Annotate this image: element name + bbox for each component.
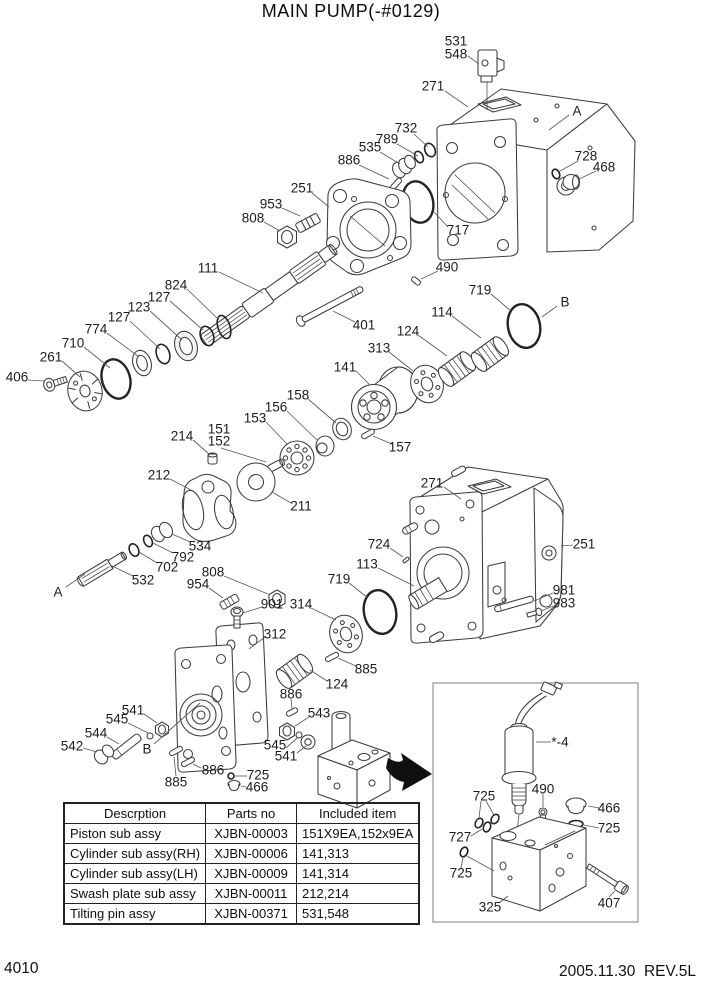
retainer-disc-261: [63, 367, 106, 414]
leader-line: [28, 380, 45, 381]
leader-line: [397, 144, 418, 156]
swash-plate-212: [179, 474, 236, 541]
table-row: [64, 904, 419, 925]
leader-line: [128, 723, 148, 733]
leader-line: [107, 737, 119, 744]
pin-490: [411, 276, 422, 286]
part-label-401: 401: [352, 317, 376, 333]
part-label-541: 541: [121, 702, 145, 718]
oring-719-top: [504, 301, 544, 351]
table-cell: Cylinder sub assy(RH): [64, 844, 206, 864]
leader-line: [356, 371, 370, 385]
leader-line: [461, 858, 463, 868]
retainer-plate-153: [280, 441, 314, 475]
leader-line: [187, 289, 219, 320]
part-label-211: 211: [290, 498, 312, 514]
part-label-466: 466: [597, 800, 621, 816]
part-label-727: 727: [448, 829, 472, 845]
leader-line: [209, 588, 223, 598]
page-title: MAIN PUMP(-#0129): [261, 1, 441, 21]
table-cell: XJBN-00371: [206, 904, 297, 925]
part-label-113: 113: [356, 556, 378, 572]
part-label-725: 725: [597, 820, 621, 836]
part-label-127: 127: [107, 309, 131, 325]
part-label-251: 251: [572, 536, 596, 552]
pin-885-a: [325, 652, 340, 663]
table-cell: 141,314: [297, 864, 420, 884]
part-label-B: B: [142, 741, 152, 757]
part-label-717: 717: [446, 222, 470, 238]
plug-535: [390, 154, 417, 180]
leader-line: [193, 440, 209, 454]
oring-719-mid: [360, 587, 400, 637]
part-label-490: 490: [435, 259, 459, 275]
table-cell: Cylinder sub assy(LH): [64, 864, 206, 884]
rod-544: [111, 733, 143, 760]
leader-line: [333, 311, 355, 322]
part-label-271: 271: [421, 78, 445, 94]
rod-401: [295, 283, 366, 327]
leader-line: [282, 208, 300, 216]
table-cell: Tilting pin assy: [64, 904, 206, 925]
leader-line: [471, 829, 482, 836]
pin-724: [402, 557, 409, 564]
leader-line: [468, 56, 479, 64]
part-label-545: 545: [263, 737, 287, 753]
nut-808-top: [278, 226, 297, 248]
part-label-792: 792: [171, 549, 195, 565]
part-label-885: 885: [354, 661, 378, 677]
solenoid-cable: [515, 682, 562, 729]
leader-line: [588, 806, 599, 808]
part-label-325: 325: [478, 899, 502, 915]
oring-710: [97, 356, 135, 402]
solenoid-valve-main: [318, 712, 390, 809]
part-label-A: A: [53, 584, 63, 600]
leader-line: [349, 583, 368, 598]
leader-line: [310, 670, 327, 681]
oring-702: [127, 542, 141, 558]
part-label-732: 732: [394, 120, 418, 136]
table-row: [64, 884, 419, 904]
revision-date: 2005.11.30 REV.5L: [558, 963, 696, 980]
part-label-710: 710: [61, 335, 85, 351]
table-cell: 212,214: [297, 884, 420, 904]
part-label-728: 728: [574, 148, 598, 164]
leader-line: [291, 699, 292, 708]
part-label-314: 314: [289, 596, 313, 612]
part-label-725: 725: [246, 767, 270, 783]
part-label-124: 124: [396, 323, 420, 339]
leader-line: [287, 411, 318, 441]
ball-guide-156: [316, 436, 334, 456]
bolt-407: [585, 862, 629, 896]
leader-line: [390, 548, 403, 557]
leader-line: [373, 436, 392, 444]
servo-piston-532: [76, 550, 128, 587]
pin-886-b: [286, 707, 299, 717]
part-label-468: 468: [592, 159, 616, 175]
part-label-152: 152: [207, 433, 231, 449]
part-label-B: B: [560, 294, 570, 310]
part-label-534: 534: [188, 538, 212, 554]
leader-line: [359, 165, 389, 179]
part-label-542: 542: [60, 738, 84, 754]
part-label-774: 774: [84, 321, 108, 337]
part-label-123: 123: [127, 299, 151, 315]
inset-detail: [433, 682, 638, 922]
part-label-124: 124: [325, 676, 349, 692]
detail-arrow: [386, 753, 432, 791]
part-label-981: 981: [552, 582, 576, 598]
table-cell: XJBN-00011: [206, 884, 297, 904]
part-label-824: 824: [164, 277, 188, 293]
leader-line: [380, 152, 400, 164]
leader-line: [338, 658, 356, 666]
leader-line: [414, 134, 428, 147]
part-label-157: 157: [388, 439, 412, 455]
part-label-151: 151: [207, 421, 231, 437]
table-cell: XJBN-00003: [206, 824, 297, 844]
part-label-313: 313: [367, 340, 391, 356]
part-label-111: 111: [197, 260, 219, 276]
plug-466-b: [228, 781, 240, 791]
part-label-954: 954: [186, 576, 210, 592]
leader-line: [378, 568, 414, 586]
leader-line: [174, 757, 176, 776]
part-label-406: 406: [5, 369, 29, 385]
part-label-4: *-4: [551, 734, 569, 750]
table-row: [64, 824, 419, 844]
table-cell: Piston sub assy: [64, 824, 206, 844]
leader-line: [170, 301, 203, 330]
leader-line: [418, 335, 447, 356]
leader-line: [84, 347, 110, 368]
part-label-719: 719: [468, 282, 492, 298]
leader-line: [107, 333, 139, 357]
page-number: 4010: [4, 960, 39, 977]
bolt-406: [42, 373, 68, 393]
leader-line: [221, 448, 266, 462]
plug-468: [563, 175, 580, 190]
washer-545-b: [296, 732, 302, 738]
leader-line: [243, 607, 262, 613]
leader-line: [62, 361, 80, 377]
table-header-row: [64, 803, 419, 824]
leader-line: [445, 91, 468, 107]
piston-124-b: [273, 652, 315, 691]
table-column-header: Descrption: [64, 803, 206, 824]
leader-line: [224, 576, 268, 594]
table-column-header: Included item: [297, 803, 420, 824]
leader-line: [421, 271, 438, 279]
bushing-541-b: [301, 735, 315, 749]
part-label-466: 466: [245, 779, 269, 795]
part-label-983: 983: [552, 595, 576, 611]
leader-line: [479, 801, 481, 818]
part-label-156: 156: [264, 399, 288, 415]
leader-line: [491, 294, 511, 311]
part-label-312: 312: [263, 626, 287, 642]
nut-541-a: [156, 722, 169, 737]
part-label-725: 725: [449, 865, 473, 881]
shoe-plate-211: [237, 463, 275, 501]
leader-line: [264, 222, 280, 231]
washer-545-a: [147, 733, 153, 739]
table-row: [64, 844, 419, 864]
part-label-886: 886: [337, 152, 361, 168]
part-label-407: 407: [597, 895, 621, 911]
leader-line: [311, 608, 336, 620]
leader-line: [452, 316, 481, 338]
oring-725-g: [489, 813, 500, 825]
part-label-531: 531: [444, 33, 468, 49]
leader-line: [172, 534, 190, 542]
part-label-490: 490: [531, 781, 555, 797]
leader-line: [542, 306, 557, 317]
leader-line: [144, 714, 157, 723]
part-label-724: 724: [367, 536, 391, 552]
leader-line: [139, 552, 157, 563]
table-cell: 151X9EA,152x9EA: [297, 824, 420, 844]
part-label-532: 532: [131, 572, 155, 588]
leader-line: [295, 717, 309, 726]
leader-line: [112, 566, 133, 576]
part-label-158: 158: [286, 387, 310, 403]
leader-line: [308, 399, 336, 423]
part-label-545: 545: [105, 711, 129, 727]
part-label-953: 953: [259, 196, 283, 212]
part-label-725: 725: [472, 788, 496, 804]
cup-158: [330, 415, 355, 442]
part-label-719: 719: [327, 571, 351, 587]
part-label-127: 127: [147, 289, 171, 305]
leader-line: [272, 492, 291, 503]
table-cell: XJBN-00006: [206, 844, 297, 864]
part-label-901: 901: [260, 596, 284, 612]
part-label-141: 141: [333, 359, 357, 375]
leader-line: [241, 786, 246, 787]
part-label-789: 789: [375, 131, 399, 147]
part-label-541: 541: [274, 748, 298, 764]
parts-table: [63, 802, 420, 925]
leader-line: [609, 891, 615, 897]
part-label-271: 271: [420, 475, 444, 491]
part-label-544: 544: [84, 725, 108, 741]
pilot-block-325: [492, 817, 586, 911]
part-label-808: 808: [201, 564, 225, 580]
pin-157: [361, 428, 376, 439]
table-column-header: Parts no: [206, 803, 297, 824]
leader-line: [153, 543, 173, 553]
table-cell: 141,313: [297, 844, 420, 864]
pin-214: [208, 453, 217, 464]
part-label-808: 808: [241, 210, 265, 226]
part-label-535: 535: [358, 139, 382, 155]
part-label-261: 261: [39, 349, 63, 365]
plug-542: [92, 743, 116, 767]
part-label-702: 702: [155, 559, 179, 575]
part-label-251: 251: [290, 180, 314, 196]
pump-housing-top: [437, 89, 635, 260]
table-row: [64, 864, 419, 884]
part-label-543: 543: [307, 705, 331, 721]
leader-line: [83, 748, 97, 752]
table-cell: Swash plate sub assy: [64, 884, 206, 904]
front-flange-251: [327, 179, 412, 275]
leader-line: [297, 746, 306, 753]
part-label-548: 548: [444, 46, 468, 62]
leader-line: [130, 321, 160, 349]
leader-line: [219, 272, 263, 293]
leader-line: [266, 422, 287, 444]
leader-line: [561, 545, 573, 546]
part-label-212: 212: [147, 467, 171, 483]
table-cell: 531,548: [297, 904, 420, 925]
part-label-114: 114: [431, 304, 453, 320]
part-label-214: 214: [170, 428, 194, 444]
leader-line: [150, 311, 182, 340]
part-label-886: 886: [279, 686, 303, 702]
pump-housing-mid: [410, 467, 563, 643]
nut-543: [280, 723, 295, 740]
part-label-A: A: [572, 103, 582, 119]
table-cell: XJBN-00009: [206, 864, 297, 884]
leader-line: [312, 193, 329, 207]
nut-808-mid: [269, 590, 285, 608]
oring-725-c: [228, 773, 234, 779]
part-label-886: 886: [201, 762, 225, 778]
part-label-885: 885: [164, 774, 188, 790]
part-label-153: 153: [243, 410, 267, 426]
plug-466-inset: [566, 798, 586, 814]
